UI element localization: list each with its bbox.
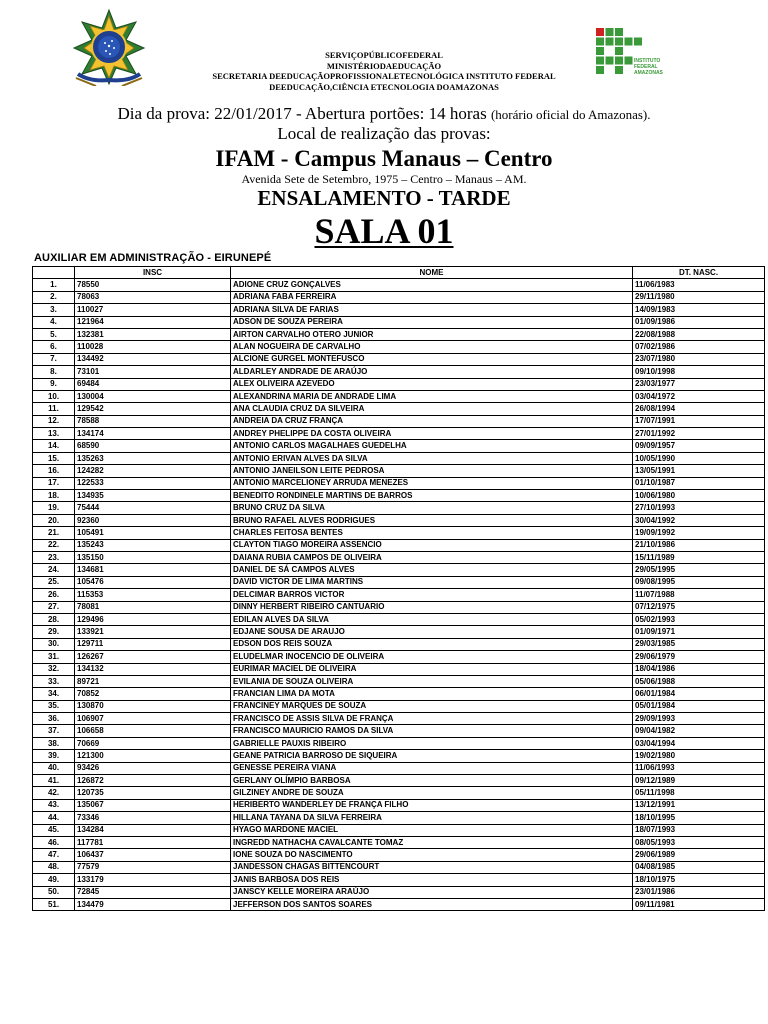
exam-time-note: (horário oficial do Amazonas). (490, 107, 651, 122)
row-index-cell: 42. (33, 787, 75, 799)
table-row (33, 304, 765, 316)
row-index-cell: 35. (33, 700, 75, 712)
name-cell: ALEX OLIVEIRA AZEVEDO (231, 378, 633, 390)
logo-square (606, 28, 614, 36)
row-index-cell: 10. (33, 390, 75, 402)
insc-cell: 129711 (75, 638, 231, 650)
table-row (33, 812, 765, 824)
name-cell: ANTONIO MARCELIONEY ARRUDA MENEZES (231, 477, 633, 489)
insc-cell: 89721 (75, 675, 231, 687)
insc-cell: 134174 (75, 428, 231, 440)
row-index-cell: 47. (33, 849, 75, 861)
row-index-cell: 17. (33, 477, 75, 489)
insc-cell: 134492 (75, 353, 231, 365)
institution-header (0, 50, 768, 92)
table-row (33, 799, 765, 811)
table-row (33, 440, 765, 452)
birthdate-cell: 05/01/1984 (633, 700, 765, 712)
table-row (33, 353, 765, 365)
course-title: AUXILIAR EM ADMINISTRAÇÃO - EIRUNEPÉ (34, 252, 272, 264)
row-index-cell: 16. (33, 465, 75, 477)
birthdate-cell: 01/09/1971 (633, 626, 765, 638)
birthdate-cell: 08/05/1993 (633, 836, 765, 848)
table-header-row (33, 267, 765, 279)
table-row (33, 539, 765, 551)
birthdate-cell: 11/07/1988 (633, 589, 765, 601)
row-index-cell: 45. (33, 824, 75, 836)
campus-title: IFAM - Campus Manaus – Centro (215, 146, 553, 171)
name-cell: JANSCY KELLE MOREIRA ARAÚJO (231, 886, 633, 898)
row-index-cell: 36. (33, 713, 75, 725)
name-cell: ALDARLEY ANDRADE DE ARAÚJO (231, 366, 633, 378)
name-cell: JANIS BARBOSA DOS REIS (231, 874, 633, 886)
row-index-cell: 43. (33, 799, 75, 811)
name-cell: DINNY HERBERT RIBEIRO CANTUARIO (231, 601, 633, 613)
birthdate-cell: 18/07/1993 (633, 824, 765, 836)
name-cell: BRUNO CRUZ DA SILVA (231, 502, 633, 514)
row-index-cell: 41. (33, 775, 75, 787)
birthdate-cell: 09/11/1981 (633, 898, 765, 910)
table-row (33, 713, 765, 725)
table-row (33, 651, 765, 663)
birthdate-cell: 18/10/1975 (633, 874, 765, 886)
room-title (0, 211, 768, 251)
insc-cell: 93426 (75, 762, 231, 774)
birthdate-cell: 29/11/1980 (633, 291, 765, 303)
row-index-cell: 8. (33, 366, 75, 378)
insc-cell: 106658 (75, 725, 231, 737)
insc-cell: 75444 (75, 502, 231, 514)
birthdate-cell: 07/02/1986 (633, 341, 765, 353)
row-index-cell: 25. (33, 576, 75, 588)
table-row (33, 378, 765, 390)
campus-address: Avenida Sete de Setembro, 1975 – Centro – Manaus – AM. (241, 172, 527, 186)
row-index-cell: 33. (33, 675, 75, 687)
insc-cell: 72845 (75, 886, 231, 898)
table-row (33, 291, 765, 303)
row-index-cell: 38. (33, 737, 75, 749)
header-line: DEEDUCAÇÃO,CIÊNCIA ETECNOLOGIA DOAMAZONAS (269, 81, 499, 92)
logo-square (625, 38, 633, 46)
name-cell: GEANE PATRICIA BARROSO DE SIQUEIRA (231, 750, 633, 762)
row-index-cell: 34. (33, 688, 75, 700)
birthdate-cell: 10/05/1990 (633, 452, 765, 464)
logo-square (606, 38, 614, 46)
row-index-cell: 6. (33, 341, 75, 353)
birthdate-cell: 23/07/1980 (633, 353, 765, 365)
birthdate-cell: 30/04/1992 (633, 514, 765, 526)
birthdate-cell: 03/04/1994 (633, 737, 765, 749)
birthdate-cell: 29/09/1993 (633, 713, 765, 725)
name-cell: ALEXANDRINA MARIA DE ANDRADE LIMA (231, 390, 633, 402)
table-row (33, 502, 765, 514)
birthdate-cell: 09/12/1989 (633, 775, 765, 787)
name-cell: DAVID VICTOR DE LIMA MARTINS (231, 576, 633, 588)
insc-cell: 110027 (75, 304, 231, 316)
row-index-cell: 1. (33, 279, 75, 291)
table-row (33, 675, 765, 687)
name-cell: EDJANE SOUSA DE ARAUJO (231, 626, 633, 638)
table-row (33, 836, 765, 848)
name-cell: HILLANA TAYANA DA SILVA FERREIRA (231, 812, 633, 824)
insc-cell: 134479 (75, 898, 231, 910)
birthdate-cell: 29/06/1979 (633, 651, 765, 663)
birthdate-cell: 29/06/1989 (633, 849, 765, 861)
table-row (33, 626, 765, 638)
name-cell: EDSON DOS REIS SOUZA (231, 638, 633, 650)
row-index-cell: 37. (33, 725, 75, 737)
row-index-cell: 44. (33, 812, 75, 824)
birthdate-cell: 05/02/1993 (633, 613, 765, 625)
row-index-cell: 3. (33, 304, 75, 316)
insc-cell: 126872 (75, 775, 231, 787)
insc-cell: 106907 (75, 713, 231, 725)
name-cell: GABRIELLE PAUXIS RIBEIRO (231, 737, 633, 749)
room-label: SALA 01 (314, 211, 454, 251)
birthdate-cell: 01/10/1987 (633, 477, 765, 489)
birthdate-cell: 26/08/1994 (633, 403, 765, 415)
table-row (33, 328, 765, 340)
birthdate-cell: 13/12/1991 (633, 799, 765, 811)
table-row (33, 316, 765, 328)
column-header-dt-nasc: DT. NASC. (633, 267, 765, 279)
name-cell: JANDESSON CHAGAS BITTENCOURT (231, 861, 633, 873)
table-row (33, 874, 765, 886)
insc-cell: 70852 (75, 688, 231, 700)
name-cell: EVILANIA DE SOUZA OLIVEIRA (231, 675, 633, 687)
column-header-nome: NOME (231, 267, 633, 279)
insc-cell: 78063 (75, 291, 231, 303)
table-row (33, 775, 765, 787)
table-row (33, 403, 765, 415)
column-header-index (33, 267, 75, 279)
table-row (33, 725, 765, 737)
insc-cell: 73346 (75, 812, 231, 824)
row-index-cell: 12. (33, 415, 75, 427)
insc-cell: 129542 (75, 403, 231, 415)
name-cell: HYAGO MARDONE MACIEL (231, 824, 633, 836)
row-index-cell: 51. (33, 898, 75, 910)
insc-cell: 122533 (75, 477, 231, 489)
insc-cell: 134935 (75, 490, 231, 502)
table-row (33, 886, 765, 898)
row-index-cell: 2. (33, 291, 75, 303)
name-cell: EURIMAR MACIEL DE OLIVEIRA (231, 663, 633, 675)
name-cell: IONE SOUZA DO NASCIMENTO (231, 849, 633, 861)
name-cell: GERLANY OLÍMPIO BARBOSA (231, 775, 633, 787)
birthdate-cell: 09/09/1957 (633, 440, 765, 452)
insc-cell: 135243 (75, 539, 231, 551)
table-row (33, 700, 765, 712)
insc-cell: 115353 (75, 589, 231, 601)
table-row (33, 849, 765, 861)
birthdate-cell: 29/03/1985 (633, 638, 765, 650)
birthdate-cell: 27/10/1993 (633, 502, 765, 514)
insc-cell: 105491 (75, 527, 231, 539)
insc-cell: 121300 (75, 750, 231, 762)
table-row (33, 465, 765, 477)
name-cell: FRANCISCO DE ASSIS SILVA DE FRANÇA (231, 713, 633, 725)
birthdate-cell: 18/10/1995 (633, 812, 765, 824)
row-index-cell: 31. (33, 651, 75, 663)
table-row (33, 477, 765, 489)
table-row (33, 638, 765, 650)
insc-cell: 78550 (75, 279, 231, 291)
insc-cell: 73101 (75, 366, 231, 378)
insc-cell: 130004 (75, 390, 231, 402)
logo-square (615, 28, 623, 36)
table-row (33, 663, 765, 675)
name-cell: ANDREY PHELIPPE DA COSTA OLIVEIRA (231, 428, 633, 440)
insc-cell: 134284 (75, 824, 231, 836)
insc-cell: 121964 (75, 316, 231, 328)
birthdate-cell: 06/01/1984 (633, 688, 765, 700)
row-index-cell: 48. (33, 861, 75, 873)
row-index-cell: 26. (33, 589, 75, 601)
insc-cell: 129496 (75, 613, 231, 625)
table-row (33, 551, 765, 563)
row-index-cell: 50. (33, 886, 75, 898)
logo-square (596, 38, 604, 46)
table-row (33, 366, 765, 378)
candidate-table (32, 266, 765, 911)
insc-cell: 135263 (75, 452, 231, 464)
row-index-cell: 24. (33, 564, 75, 576)
insc-cell: 135150 (75, 551, 231, 563)
table-row (33, 601, 765, 613)
name-cell: FRANCIAN LIMA DA MOTA (231, 688, 633, 700)
birthdate-cell: 10/06/1980 (633, 490, 765, 502)
header-line: SERVIÇOPÚBLICOFEDERAL (325, 50, 443, 60)
birthdate-cell: 05/11/1998 (633, 787, 765, 799)
insc-cell: 78588 (75, 415, 231, 427)
row-index-cell: 4. (33, 316, 75, 328)
row-index-cell: 9. (33, 378, 75, 390)
insc-cell: 124282 (75, 465, 231, 477)
insc-cell: 135067 (75, 799, 231, 811)
name-cell: BRUNO RAFAEL ALVES RODRIGUES (231, 514, 633, 526)
insc-cell: 68590 (75, 440, 231, 452)
insc-cell: 78081 (75, 601, 231, 613)
name-cell: EDILAN ALVES DA SILVA (231, 613, 633, 625)
table-row (33, 861, 765, 873)
birthdate-cell: 01/09/1986 (633, 316, 765, 328)
table-row (33, 415, 765, 427)
table-row (33, 613, 765, 625)
birthdate-cell: 22/08/1988 (633, 328, 765, 340)
row-index-cell: 5. (33, 328, 75, 340)
insc-cell: 69484 (75, 378, 231, 390)
table-row (33, 688, 765, 700)
column-header-insc: INSC (75, 267, 231, 279)
name-cell: INGREDD NATHACHA CAVALCANTE TOMAZ (231, 836, 633, 848)
table-row (33, 824, 765, 836)
table-row (33, 737, 765, 749)
name-cell: GILZINEY ANDRE DE SOUZA (231, 787, 633, 799)
name-cell: DANIEL DE SÁ CAMPOS ALVES (231, 564, 633, 576)
name-cell: ADIONE CRUZ GONÇALVES (231, 279, 633, 291)
birthdate-cell: 23/03/1977 (633, 378, 765, 390)
name-cell: ANA CLAUDIA CRUZ DA SILVEIRA (231, 403, 633, 415)
insc-cell: 120735 (75, 787, 231, 799)
row-index-cell: 27. (33, 601, 75, 613)
table-row (33, 514, 765, 526)
birthdate-cell: 09/10/1998 (633, 366, 765, 378)
name-cell: ELUDELMAR INOCENCIO DE OLIVEIRA (231, 651, 633, 663)
row-index-cell: 30. (33, 638, 75, 650)
table-row (33, 589, 765, 601)
name-cell: DELCIMAR BARROS VICTOR (231, 589, 633, 601)
logo-text-line: INSTITUTO FEDERAL (634, 58, 661, 70)
insc-cell: 106437 (75, 849, 231, 861)
name-cell: ALAN NOGUEIRA DE CARVALHO (231, 341, 633, 353)
name-cell: ADSON DE SOUZA PEREIRA (231, 316, 633, 328)
name-cell: JEFFERSON DOS SANTOS SOARES (231, 898, 633, 910)
insc-cell: 134132 (75, 663, 231, 675)
row-index-cell: 46. (33, 836, 75, 848)
table-row (33, 564, 765, 576)
name-cell: ADRIANA FABA FERREIRA (231, 291, 633, 303)
insc-cell: 70669 (75, 737, 231, 749)
birthdate-cell: 13/05/1991 (633, 465, 765, 477)
exam-location-label: Local de realização das provas: (277, 124, 491, 143)
row-index-cell: 15. (33, 452, 75, 464)
birthdate-cell: 23/01/1986 (633, 886, 765, 898)
birthdate-cell: 09/08/1995 (633, 576, 765, 588)
name-cell: ANTONIO ERIVAN ALVES DA SILVA (231, 452, 633, 464)
logo-square (596, 28, 604, 36)
exam-date-text: Dia da prova: 22/01/2017 - Abertura portões: 14 horas (117, 104, 487, 123)
insc-cell: 133921 (75, 626, 231, 638)
row-index-cell: 39. (33, 750, 75, 762)
name-cell: ANTONIO JANEILSON LEITE PEDROSA (231, 465, 633, 477)
table-row (33, 390, 765, 402)
insc-cell: 134681 (75, 564, 231, 576)
row-index-cell: 19. (33, 502, 75, 514)
name-cell: AIRTON CARVALHO OTERO JUNIOR (231, 328, 633, 340)
name-cell: GENESSE PEREIRA VIANA (231, 762, 633, 774)
table-row (33, 452, 765, 464)
birthdate-cell: 27/01/1992 (633, 428, 765, 440)
name-cell: HERIBERTO WANDERLEY DE FRANÇA FILHO (231, 799, 633, 811)
row-index-cell: 14. (33, 440, 75, 452)
birthdate-cell: 04/08/1985 (633, 861, 765, 873)
insc-cell: 133179 (75, 874, 231, 886)
session-title: ENSALAMENTO - TARDE (257, 186, 511, 210)
insc-cell: 105476 (75, 576, 231, 588)
insc-cell: 132381 (75, 328, 231, 340)
table-row (33, 428, 765, 440)
name-cell: CHARLES FEITOSA BENTES (231, 527, 633, 539)
name-cell: ADRIANA SILVA DE FARIAS (231, 304, 633, 316)
insc-cell: 117781 (75, 836, 231, 848)
row-index-cell: 23. (33, 551, 75, 563)
birthdate-cell: 29/05/1995 (633, 564, 765, 576)
row-index-cell: 11. (33, 403, 75, 415)
birthdate-cell: 19/09/1992 (633, 527, 765, 539)
name-cell: CLAYTON TIAGO MOREIRA ASSENCIO (231, 539, 633, 551)
logo-text-line: AMAZONAS (634, 70, 663, 76)
header-line: MINISTÉRIODAEDUCAÇÃO (326, 60, 442, 71)
row-index-cell: 21. (33, 527, 75, 539)
table-row (33, 341, 765, 353)
birthdate-cell: 05/06/1988 (633, 675, 765, 687)
logo-square (615, 38, 623, 46)
row-index-cell: 40. (33, 762, 75, 774)
birthdate-cell: 09/04/1982 (633, 725, 765, 737)
name-cell: ANDREIA DA CRUZ FRANÇA (231, 415, 633, 427)
birthdate-cell: 14/09/1983 (633, 304, 765, 316)
name-cell: FRANCISCO MAURICIO RAMOS DA SILVA (231, 725, 633, 737)
row-index-cell: 32. (33, 663, 75, 675)
row-index-cell: 18. (33, 490, 75, 502)
row-index-cell: 28. (33, 613, 75, 625)
birthdate-cell: 21/10/1986 (633, 539, 765, 551)
birthdate-cell: 19/02/1980 (633, 750, 765, 762)
insc-cell: 77579 (75, 861, 231, 873)
table-row (33, 490, 765, 502)
row-index-cell: 7. (33, 353, 75, 365)
name-cell: DAIANA RUBIA CAMPOS DE OLIVEIRA (231, 551, 633, 563)
header-line: SECRETARIA DEEDUCAÇÃOPROFISSIONALETECNOLÓGICA INSTITUTO FEDERAL (212, 71, 556, 81)
table-row (33, 527, 765, 539)
table-body (33, 279, 765, 911)
row-index-cell: 29. (33, 626, 75, 638)
name-cell: ANTONIO CARLOS MAGALHAES GUEDELHA (231, 440, 633, 452)
table-row (33, 898, 765, 910)
name-cell: BENEDITO RONDINELE MARTINS DE BARROS (231, 490, 633, 502)
birthdate-cell: 11/06/1983 (633, 279, 765, 291)
row-index-cell: 13. (33, 428, 75, 440)
insc-cell: 126267 (75, 651, 231, 663)
birthdate-cell: 18/04/1986 (633, 663, 765, 675)
row-index-cell: 49. (33, 874, 75, 886)
table-row (33, 762, 765, 774)
table-row (33, 279, 765, 291)
birthdate-cell: 03/04/1972 (633, 390, 765, 402)
name-cell: ALCIONE GURGEL MONTEFUSCO (231, 353, 633, 365)
row-index-cell: 22. (33, 539, 75, 551)
table-row (33, 576, 765, 588)
table-row (33, 787, 765, 799)
insc-cell: 130870 (75, 700, 231, 712)
exam-date-line (0, 104, 768, 124)
birthdate-cell: 07/12/1975 (633, 601, 765, 613)
row-index-cell: 20. (33, 514, 75, 526)
insc-cell: 92360 (75, 514, 231, 526)
table-row (33, 750, 765, 762)
name-cell: FRANCINEY MARQUES DE SOUZA (231, 700, 633, 712)
birthdate-cell: 17/07/1991 (633, 415, 765, 427)
birthdate-cell: 15/11/1989 (633, 551, 765, 563)
birthdate-cell: 11/06/1993 (633, 762, 765, 774)
logo-square (634, 38, 642, 46)
insc-cell: 110028 (75, 341, 231, 353)
